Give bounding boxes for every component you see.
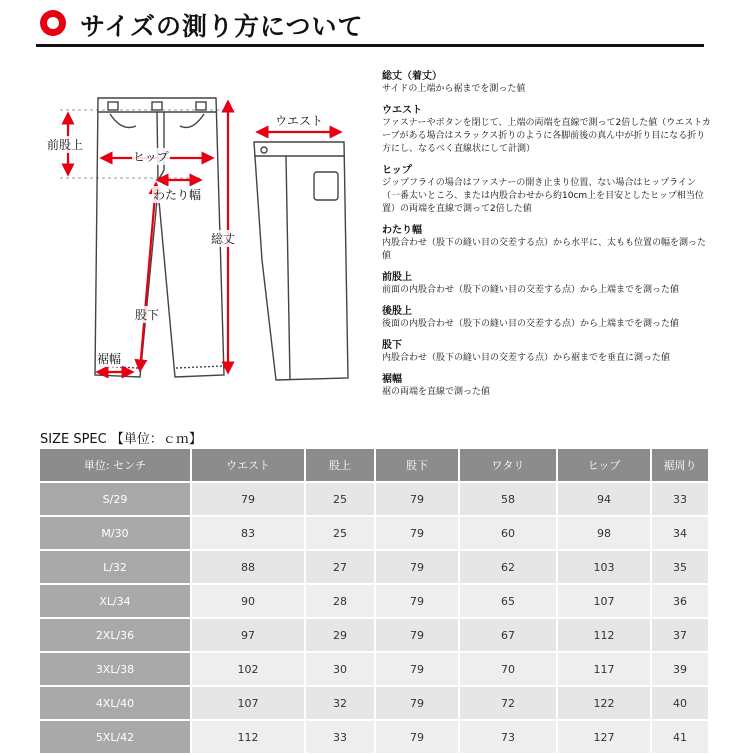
- label-hem: 裾幅: [97, 352, 122, 366]
- size-cell: 2XL/36: [40, 619, 190, 651]
- table-cell: 98: [558, 517, 650, 549]
- table-cell: 62: [460, 551, 556, 583]
- definition-text: ジップフライの場合はファスナーの開き止まり位置、ない場合はヒップライン（一番太いところ、または内股合わせから約10cm上を目安としたヒップ相当位置）の両端を直線で測って2倍した値: [382, 178, 704, 214]
- table-cell: 41: [652, 721, 708, 753]
- definition-text: 内股合わせ（股下の縫い目の交差する点）から水平に、太もも位置の幅を測った値: [382, 238, 707, 261]
- table-cell: 112: [558, 619, 650, 651]
- definition-text: 裾の両端を直線で測った値: [382, 387, 491, 397]
- column-header: 股下: [376, 449, 458, 481]
- table-row: [40, 619, 708, 651]
- label-hip: ヒップ: [133, 150, 169, 164]
- table-cell: 97: [192, 619, 304, 651]
- table-row: [40, 687, 708, 719]
- table-cell: 58: [460, 483, 556, 515]
- definition-hem: [382, 373, 712, 399]
- page-title: サイズの測り方について: [80, 12, 364, 41]
- definition-total-length: [382, 70, 712, 96]
- table-cell: 37: [652, 619, 708, 651]
- table-cell: 28: [306, 585, 374, 617]
- table-cell: 29: [306, 619, 374, 651]
- definition-back-rise: [382, 305, 712, 331]
- definition-text: 内股合わせ（股下の縫い目の交差する点）から裾までを垂直に測った値: [382, 353, 671, 363]
- table-row: [40, 653, 708, 685]
- definition-front-rise: [382, 271, 712, 297]
- table-cell: 94: [558, 483, 650, 515]
- definition-thigh: [382, 224, 712, 263]
- measurement-diagram: [40, 80, 360, 390]
- size-cell: S/29: [40, 483, 190, 515]
- definition-term: 前股上: [382, 272, 412, 283]
- table-row: [40, 551, 708, 583]
- table-row: [40, 585, 708, 617]
- table-cell: 36: [652, 585, 708, 617]
- table-cell: 30: [306, 653, 374, 685]
- column-header: 裾周り: [652, 449, 708, 481]
- table-cell: 79: [376, 619, 458, 651]
- table-cell: 79: [376, 517, 458, 549]
- definition-term: 股下: [382, 340, 402, 351]
- definition-text: 前面の内股合わせ（股下の縫い目の交差する点）から上端までを測った値: [382, 285, 680, 295]
- size-cell: 3XL/38: [40, 653, 190, 685]
- label-total-length: 総丈: [211, 232, 236, 246]
- column-header: 股上: [306, 449, 374, 481]
- size-cell: M/30: [40, 517, 190, 549]
- label-waist: ウエスト: [275, 114, 324, 128]
- label-inseam: 股下: [135, 308, 160, 322]
- table-cell: 25: [306, 517, 374, 549]
- front-pants-outline: [95, 98, 224, 377]
- size-cell: L/32: [40, 551, 190, 583]
- table-cell: 70: [460, 653, 556, 685]
- table-cell: 73: [460, 721, 556, 753]
- table-cell: 79: [376, 721, 458, 753]
- table-cell: 112: [192, 721, 304, 753]
- definition-term: わたり幅: [382, 225, 422, 236]
- table-cell: 34: [652, 517, 708, 549]
- table-cell: 122: [558, 687, 650, 719]
- table-cell: 60: [460, 517, 556, 549]
- page-header: [36, 4, 704, 44]
- table-cell: 35: [652, 551, 708, 583]
- table-cell: 107: [558, 585, 650, 617]
- definition-text: 後面の内股合わせ（股下の縫い目の交差する点）から上端までを測った値: [382, 319, 680, 329]
- column-header: 単位: センチ: [40, 449, 190, 481]
- table-cell: 127: [558, 721, 650, 753]
- table-cell: 72: [460, 687, 556, 719]
- table-cell: 103: [558, 551, 650, 583]
- measurement-definitions: [382, 70, 712, 407]
- table-cell: 90: [192, 585, 304, 617]
- table-cell: 67: [460, 619, 556, 651]
- table-cell: 33: [652, 483, 708, 515]
- table-cell: 83: [192, 517, 304, 549]
- size-cell: 4XL/40: [40, 687, 190, 719]
- side-pants-outline: [254, 142, 348, 380]
- size-cell: 5XL/42: [40, 721, 190, 753]
- header-divider: [36, 44, 704, 47]
- definition-waist: [382, 104, 712, 156]
- table-cell: 25: [306, 483, 374, 515]
- table-cell: 88: [192, 551, 304, 583]
- definition-term: 総丈（着丈）: [382, 71, 442, 82]
- definition-term: ウエスト: [382, 105, 422, 116]
- red-circle-icon: [40, 10, 66, 36]
- table-cell: 39: [652, 653, 708, 685]
- table-cell: 79: [376, 551, 458, 583]
- table-row: [40, 721, 708, 753]
- column-header: ワタリ: [460, 449, 556, 481]
- column-header: ヒップ: [558, 449, 650, 481]
- table-cell: 40: [652, 687, 708, 719]
- column-header: ウエスト: [192, 449, 304, 481]
- table-header-row: [40, 449, 708, 481]
- table-cell: 27: [306, 551, 374, 583]
- size-spec-table: [38, 447, 710, 755]
- definition-hip: [382, 164, 712, 216]
- table-cell: 33: [306, 721, 374, 753]
- definition-text: サイドの上端から裾までを測った値: [382, 84, 526, 94]
- table-cell: 79: [376, 585, 458, 617]
- table-cell: 79: [376, 687, 458, 719]
- table-cell: 79: [376, 483, 458, 515]
- table-cell: 32: [306, 687, 374, 719]
- table-cell: 79: [192, 483, 304, 515]
- table-cell: 102: [192, 653, 304, 685]
- table-cell: 117: [558, 653, 650, 685]
- definition-term: 裾幅: [382, 374, 402, 385]
- label-thigh: わたり幅: [153, 188, 202, 202]
- definition-inseam: [382, 339, 712, 365]
- label-front-rise: 前股上: [47, 138, 84, 152]
- table-row: [40, 483, 708, 515]
- table-cell: 79: [376, 653, 458, 685]
- definition-text: ファスナーやボタンを閉じて、上端の両端を直線で測って2倍した値（ウエストカーブがある場合はスラックス折りのように各脚前後の真ん中が折り目になる折り方にし、なるべく直線状にして計測）: [382, 118, 711, 154]
- size-spec-title: SIZE SPEC 【単位：ｃｍ】: [40, 432, 202, 447]
- definition-term: ヒップ: [382, 165, 412, 176]
- table-cell: 65: [460, 585, 556, 617]
- definition-term: 後股上: [382, 306, 412, 317]
- size-cell: XL/34: [40, 585, 190, 617]
- table-row: [40, 517, 708, 549]
- table-cell: 107: [192, 687, 304, 719]
